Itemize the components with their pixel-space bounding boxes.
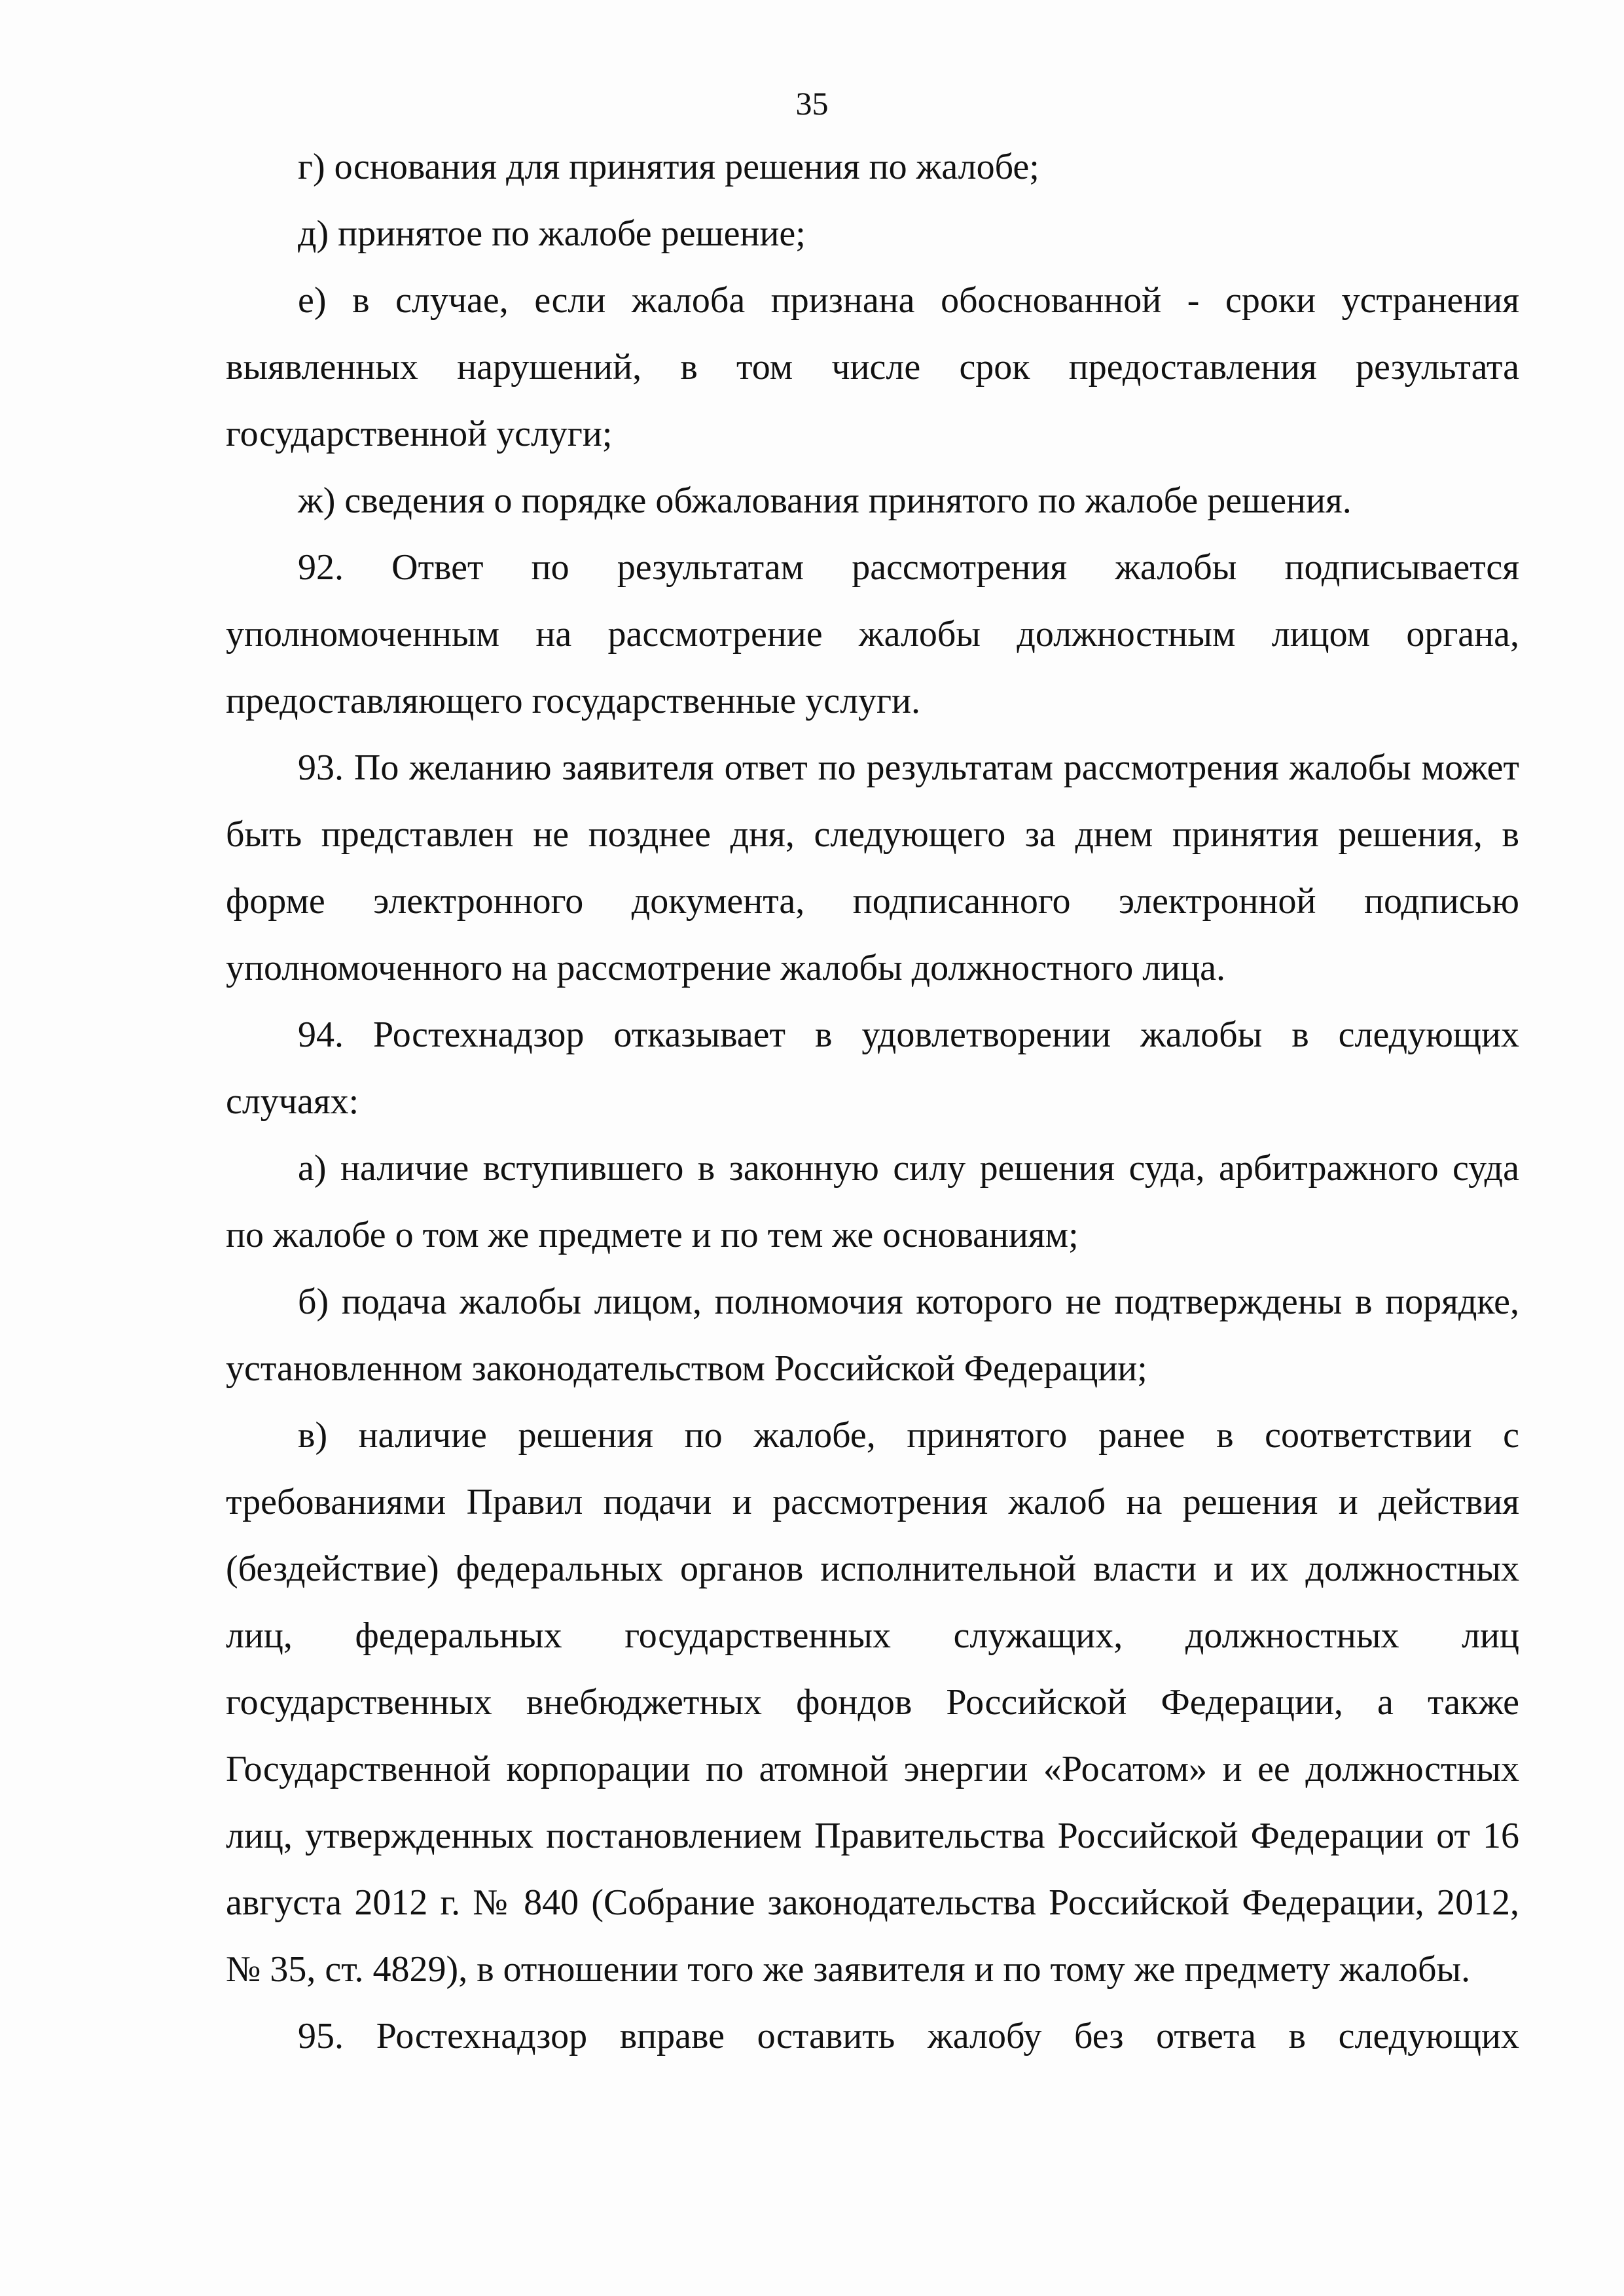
paragraph-94-v: в) наличие решения по жалобе, принятого ранее в соответствии с требованиями Правил подачи и рассмотрения жалоб на решения и действия (бездействие) федеральных органов исполнительной власти и их должностных лиц, федеральных государственных служащих, должностных лиц государственных внебюджетных фондов Российской Федерации, а также Государственной корпорации по атомной энергии «Росатом» и ее должностных лиц, утвержденных постановлением Правительства Российской Федерации от 16 августа 2012 г. № 840 (Собрание законодательства Российской Федерации, 2012, № 35, ст. 4829), в отношении того же заявителя и по тому же предмету жалобы. [226, 1415, 1519, 1990]
paragraph-zh: ж) сведения о порядке обжалования принятого по жалобе решения. [298, 480, 1352, 521]
page-number: 35 [795, 85, 829, 122]
paragraph-93: 93. По желанию заявителя ответ по результатам рассмотрения жалобы может быть представлен не позднее дня, следующего за днем принятия решения, в форме электронного документа, подписанного электронной подписью уполномоченного на рассмотрение жалобы должностного лица. [226, 747, 1519, 988]
paragraph-95: 95. Ростехнадзор вправе оставить жалобу без ответа в следующих [298, 2016, 1519, 2056]
paragraph-94: 94. Ростехнадзор отказывает в удовлетворении жалобы в следующих случаях: [226, 1014, 1519, 1122]
paragraph-94-b: б) подача жалобы лицом, полномочия которого не подтверждены в порядке, установленном законодательством Российской Федерации; [226, 1282, 1519, 1389]
paragraph-e: е) в случае, если жалоба признана обоснованной - сроки устранения выявленных нарушений, в том числе срок предоставления результата государственной услуги; [226, 280, 1519, 454]
document-body [226, 134, 1519, 2070]
paragraph-92: 92. Ответ по результатам рассмотрения жалобы подписывается уполномоченным на рассмотрение жалобы должностным лицом органа, предоставляющего государственные услуги. [226, 547, 1519, 721]
paragraph-g: г) основания для принятия решения по жалобе; [298, 147, 1039, 187]
paragraph-94-a: а) наличие вступившего в законную силу решения суда, арбитражного суда по жалобе о том же предмете и по тем же основаниям; [226, 1148, 1519, 1255]
paragraph-d: д) принятое по жалобе решение; [298, 213, 806, 254]
